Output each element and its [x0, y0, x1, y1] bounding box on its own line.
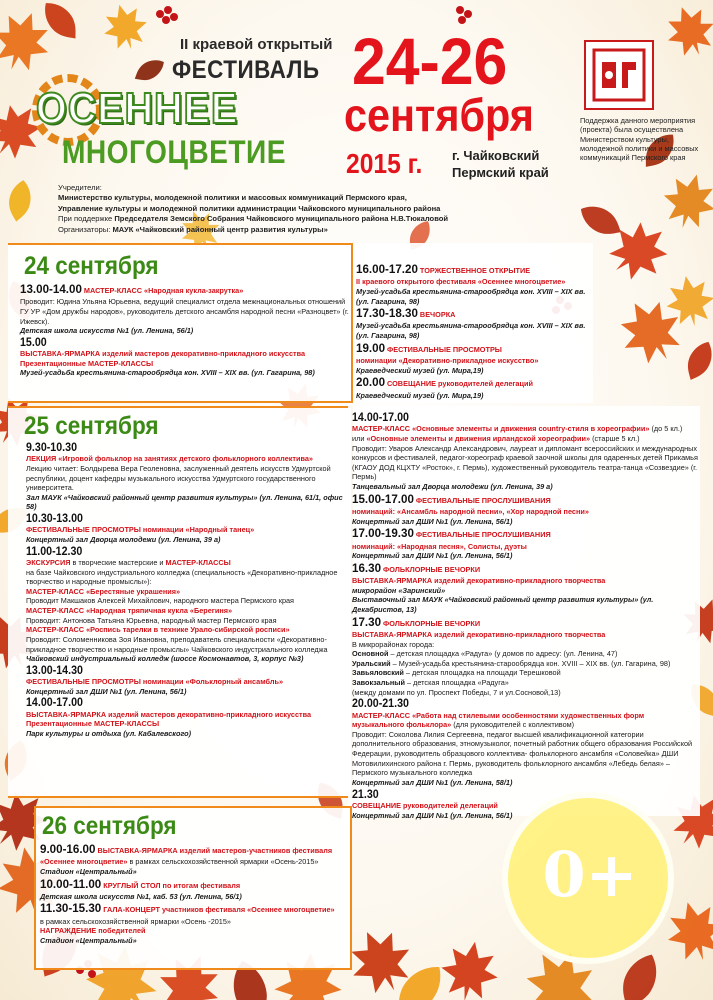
festival-label: ФЕСТИВАЛЬ — [172, 56, 320, 84]
event-place: Концертный зал ДШИ №1 (ул. Ленина, 58/1) — [352, 777, 513, 787]
event-title: ВЫСТАВКА-ЯРМАРКА изделий мастеров декоративно-прикладного искусства — [26, 709, 312, 719]
event-time: 16.00-17.20 — [356, 263, 418, 276]
festival-edition: II краевой открытый — [180, 36, 333, 53]
event-sub: номинации «Декоративно-прикладное искусство» — [356, 356, 539, 366]
event-title: ФОЛЬКЛОРНЫЕ ВЕЧОРКИ — [383, 564, 481, 574]
event-title: ТОРЖЕСТВЕННОЕ ОТКРЫТИЕ — [419, 266, 531, 275]
event-title: СОВЕЩАНИЕ руководителей делегаций — [352, 800, 498, 810]
event-or: или — [352, 433, 367, 443]
day-25-title: 25 сентября — [24, 412, 159, 440]
event-time: 14.00-17.00 — [26, 696, 83, 710]
event-place: Танцевальный зал Дворца молодежи (ул. Ленина, 39 а) — [352, 482, 553, 492]
event-title: ВЫСТАВКА-ЯРМАРКА изделий мастеров декоративно-прикладного искусства — [20, 349, 306, 359]
event-sub: номинаций: «Народная песня», Солисты, дуэты — [352, 541, 527, 551]
event-time: 20.00-21.30 — [352, 697, 409, 711]
day-25-left-column — [26, 441, 351, 739]
day-24-right-column — [356, 262, 591, 400]
day-24-title: 24 сентября — [24, 252, 159, 280]
event-title-2: Презентационные МАСТЕР-КЛАССЫ — [26, 719, 160, 729]
event-title-rest: в творческие мастерские и — [70, 557, 166, 567]
festival-month: сентября — [344, 89, 534, 141]
event-place: Зал МАУК «Чайковский районный центр развития культуры» (ул. Ленина, 61/1, офис 58) — [26, 492, 343, 512]
event-time: 17.00-19.30 — [352, 527, 414, 541]
event-title: ФЕСТИВАЛЬНЫЕ ПРОСМОТРЫ номинации «Народный танец» — [26, 525, 255, 535]
event-rest: в рамках сельскохозяйственной ярмарки «Осень -2015» — [40, 916, 231, 926]
festival-dates: 24-26 — [352, 24, 508, 98]
event-place: Краеведческий музей (ул. Мира,19) — [356, 390, 484, 400]
event-sub-2: микрорайон «Заринский» — [352, 585, 446, 595]
event-time: 14.00-17.00 — [352, 411, 409, 424]
district-place: – детская площадка «Радуга» (у домов по адресу: (ул. Ленина, 47) — [388, 649, 618, 659]
founders-title: Учредители: — [58, 183, 102, 192]
masterclass-desc: Проводит Макшаков Алексей Михайлович, народного мастера Пермского края — [26, 596, 295, 606]
event-place: Музей-усадьба крестьянина-старообрядца кон. XVIII – XIX вв. (ул. Гагарина, 98) — [356, 286, 586, 306]
day-24-left-column — [20, 282, 350, 378]
event-time: 16.30 — [352, 561, 382, 575]
event-time: 15.00-17.00 — [352, 492, 414, 506]
district-name: Основной — [352, 649, 389, 659]
support-prefix: При поддержке — [58, 214, 115, 224]
district-name: Завокзальный — [352, 678, 405, 688]
masterclass-title: МАСТЕР-КЛАСС «Народная тряпичная кукла «Берегиня» — [26, 606, 233, 616]
festival-year: 2015 г. — [346, 148, 423, 179]
district-name: Завьяловский — [352, 668, 404, 678]
founders-block — [58, 183, 578, 235]
district-name: Уральский — [352, 658, 391, 668]
festival-name-line2: МНОГОЦВЕТИЕ — [62, 134, 286, 170]
event-time: 19.00 — [356, 341, 386, 355]
event-note: (старше 5 кл.) — [590, 433, 640, 443]
event-title-2: Презентационные МАСТЕР-КЛАССЫ — [20, 358, 154, 368]
masterclass-desc: Проводит: Соломенникова Зоя Ивановна, преподаватель специальности «Декоративно-прикладное творчество и народные промыслы» Чайковского индустриального колледжа — [26, 634, 328, 654]
masterclass-title: МАСТЕР-КЛАСС «Роспись тарелки в технике Урало-сибирской росписи» — [26, 625, 290, 635]
event-time: 11.30-15.30 — [40, 902, 102, 916]
organizer: МАУК «Чайковский районный центр развития культуры» — [112, 224, 328, 234]
event-place: Выставочный зал МАУК «Чайковский районный центр развития культуры» (ул. Декабристов, 13) — [352, 595, 654, 614]
event-award: НАГРАЖДЕНИЕ победителей — [40, 926, 146, 936]
day-26-title: 26 сентября — [42, 812, 177, 840]
event-place: Музей-усадьба крестьянина-старообрядца кон. XVIII – XIX вв. (ул. Гагарина, 98) — [20, 368, 315, 378]
event-title: ЛЕКЦИЯ «Игровой фольклор на занятиях детского фольклорного коллектива» — [26, 454, 313, 464]
event-place: Концертный зал ДШИ №1 (ул. Ленина, 56/1) — [26, 686, 187, 696]
event-title: СОВЕЩАНИЕ руководителей делегаций — [387, 379, 533, 389]
event-time: 15.00 — [20, 335, 47, 349]
festival-location — [452, 148, 549, 182]
city: г. Чайковский — [452, 148, 540, 163]
event-sub: ВЫСТАВКА-ЯРМАРКА изделий декоративно-прикладного творчества — [352, 576, 606, 586]
event-title: ГАЛА-КОНЦЕРТ участников фестиваля «Осеннее многоцветие» — [103, 905, 335, 915]
event-place: Стадион «Центральный» — [40, 866, 137, 876]
event-place: Музей-усадьба крестьянина-старообрядца кон. XVIII – XIX вв. (ул. Гагарина, 98) — [356, 321, 586, 341]
festival-name-line1: ОСЕННЕЕ — [36, 84, 239, 133]
support-note: Поддержка данного мероприятия (проекта) была осуществлена Министерством культуры, молодежной политики и массовых коммуникаций Пермского края — [580, 116, 699, 162]
event-title: ВЕЧОРКА — [419, 310, 456, 320]
event-time: 13.00-14.00 — [20, 283, 82, 296]
event-place: Краеведческий музей (ул. Мира,19) — [356, 365, 484, 375]
region: Пермский край — [452, 164, 549, 180]
event-title: МАСТЕР-КЛАСС «Работа над стилевыми особенностями художественных форм музыкального фольклора» — [352, 710, 645, 730]
event-title-2: МАСТЕР-КЛАССЫ — [165, 557, 231, 567]
event-desc: Проводит: Юдина Ульяна Юрьевна, ведущий специалист отдела межнациональных отношений ГУ УР «Дом дружбы народов», руководитель детского ансамбля народной песни «Разноцвет» (г. Ижевск). — [20, 297, 349, 326]
district-place: – детская площадка «Радуга» — [404, 678, 509, 688]
event-time: 9.30-10.30 — [26, 441, 78, 454]
event-desc: на базе Чайковского индустриального колледжа (специальность «Декоративно-прикладное творчество и народные промыслы»): — [26, 567, 338, 587]
event-title: КРУГЛЫЙ СТОЛ по итогам фестиваля — [103, 880, 241, 890]
event-time: 13.00-14.30 — [26, 663, 83, 677]
district-place: – детская площадка на площади Терешковой — [403, 668, 561, 678]
event-time: 10.00-11.00 — [40, 877, 102, 891]
event-sub: ВЫСТАВКА-ЯРМАРКА изделий декоративно-прикладного творчества — [352, 629, 606, 639]
district-place-note: (между домами по ул. Проспект Победы, 7 и ул.Сосновой,13) — [352, 687, 561, 697]
event-place: Стадион «Центральный» — [40, 936, 137, 946]
event-title: ФОЛЬКЛОРНЫЕ ВЕЧОРКИ — [383, 618, 481, 628]
day-25-right-column — [352, 411, 698, 820]
event-time: 17.30-18.30 — [356, 307, 418, 321]
age-rating: 0+ — [542, 838, 638, 911]
event-title: ЭКСКУРСИЯ — [26, 557, 71, 567]
event-place: Детская школа искусств №1 (ул. Ленина, 56/1) — [20, 326, 194, 336]
founder-1: Министерство культуры, молодежной политики и массовых коммуникаций Пермского края, — [58, 193, 407, 203]
event-time: 11.00-12.30 — [26, 544, 83, 558]
event-desc: Проводит: Уваров Александр Александрович, лауреат и дипломант всероссийских и международных конкурсов и фестивалей, педагог-хореограф краевой заочной школы для одаренных детей Прикамья (КГАОУ ДОД КЦХТУ «Росток», г. Пермь), художественный руководитель театра-танца «Созвездие» (г. Пермь) — [352, 443, 698, 482]
event-place: Чайковский индустриальный колледж (шоссе Космонавтов, 3, корпус №3) — [26, 654, 304, 664]
founder-2: Управление культуры и молодежной политики администрации Чайковского муниципального района — [58, 203, 441, 213]
event-time: 17.30 — [352, 615, 382, 629]
event-time: 10.30-13.00 — [26, 512, 83, 526]
event-place: Концертный зал ДШИ №1 (ул. Ленина, 56/1) — [352, 516, 513, 526]
event-place: Парк культуры и отдыха (ул. Кабалевского) — [26, 729, 192, 739]
district-place: – Музей-усадьба крестьянина-старообрядца кон. XVIII – XIX вв. (ул. Гагарина, 98) — [390, 658, 671, 668]
event-place: Концертный зал Дворца молодежи (ул. Ленина, 39 а) — [26, 535, 221, 545]
event-note: (для руководителей с коллективом) — [451, 720, 575, 730]
event-sub: II краевого открытого фестиваля «Осеннее многоцветие» — [356, 277, 566, 287]
organizers-prefix: Организаторы: — [58, 224, 113, 234]
event-place: Детская школа искусств №1, каб. 53 (ул. Ленина, 56/1) — [40, 891, 242, 901]
event-title: ФЕСТИВАЛЬНЫЕ ПРОСМОТРЫ номинации «Фольклорный ансамбль» — [26, 677, 284, 687]
masterclass-title: МАСТЕР-КЛАСС «Берестяные украшения» — [26, 586, 181, 596]
event-desc: Проводит: Соколова Лилия Сергеевна, педагог высшей квалификационной категории дополнительного образования, этномузыколог, почетный работник общего образования Российской Федерации, руководитель образцового коллектива- фольклорного ансамбля «Соловейка» ДШИ Мотовилихинского района г. Пермь, руководитель фольклорного ансамбля «Лебедь белая» – Пермского музыкального колледжа — [352, 729, 693, 778]
event-title: ФЕСТИВАЛЬНЫЕ ПРОСЛУШИВАНИЯ — [415, 495, 551, 505]
event-time: 21.30 — [352, 787, 379, 801]
event-rest: в рамках сельскохозяйственной ярмарки «Осень-2015» — [127, 857, 319, 867]
event-title: ВЫСТАВКА-ЯРМАРКА изделий мастеров-участников фестиваля «Осеннее многоцветие» — [40, 846, 333, 867]
event-title: МАСТЕР-КЛАСС «Основные элементы и движения country-стиля в хореографии» — [352, 424, 650, 434]
event-title: ФЕСТИВАЛЬНЫЕ ПРОСЛУШИВАНИЯ — [415, 530, 551, 540]
event-title: МАСТЕР-КЛАСС «Народная кукла-закрутка» — [83, 286, 244, 295]
event-time: 9.00-16.00 — [40, 843, 96, 856]
event-place: Концертный зал ДШИ №1 (ул. Ленина, 56/1) — [352, 810, 513, 820]
event-title-2: «Основные элементы и движения ирландской хореографии» — [366, 433, 591, 443]
event-place: Концертный зал ДШИ №1 (ул. Ленина, 56/1) — [352, 551, 513, 561]
masterclass-desc: Проводит: Антонова Татьяна Юрьевна, народный мастер Пермского края — [26, 615, 277, 625]
event-title: ФЕСТИВАЛЬНЫЕ ПРОСМОТРЫ — [387, 344, 502, 354]
event-note: (до 5 кл.) — [649, 424, 683, 434]
event-time: 20.00 — [356, 376, 386, 390]
ministry-logo — [584, 40, 654, 110]
event-sub: номинаций: «Ансамбль народной песни», «Хор народной песни» — [352, 507, 589, 516]
day-26-column — [40, 842, 350, 946]
event-desc: Лекцию читает: Болдырева Вера Геоленовна, заслуженный деятель искусств Удмуртской республики, доцент кафедры музыкального искусства Удмуртского государственного университета. — [26, 463, 331, 493]
district-intro: В микрорайонах города: — [352, 639, 435, 649]
ministry-logo-icon — [586, 42, 652, 108]
support-person: Председателя Земского Собрания Чайковского муниципального района Н.В.Тюкаловой — [114, 214, 449, 224]
